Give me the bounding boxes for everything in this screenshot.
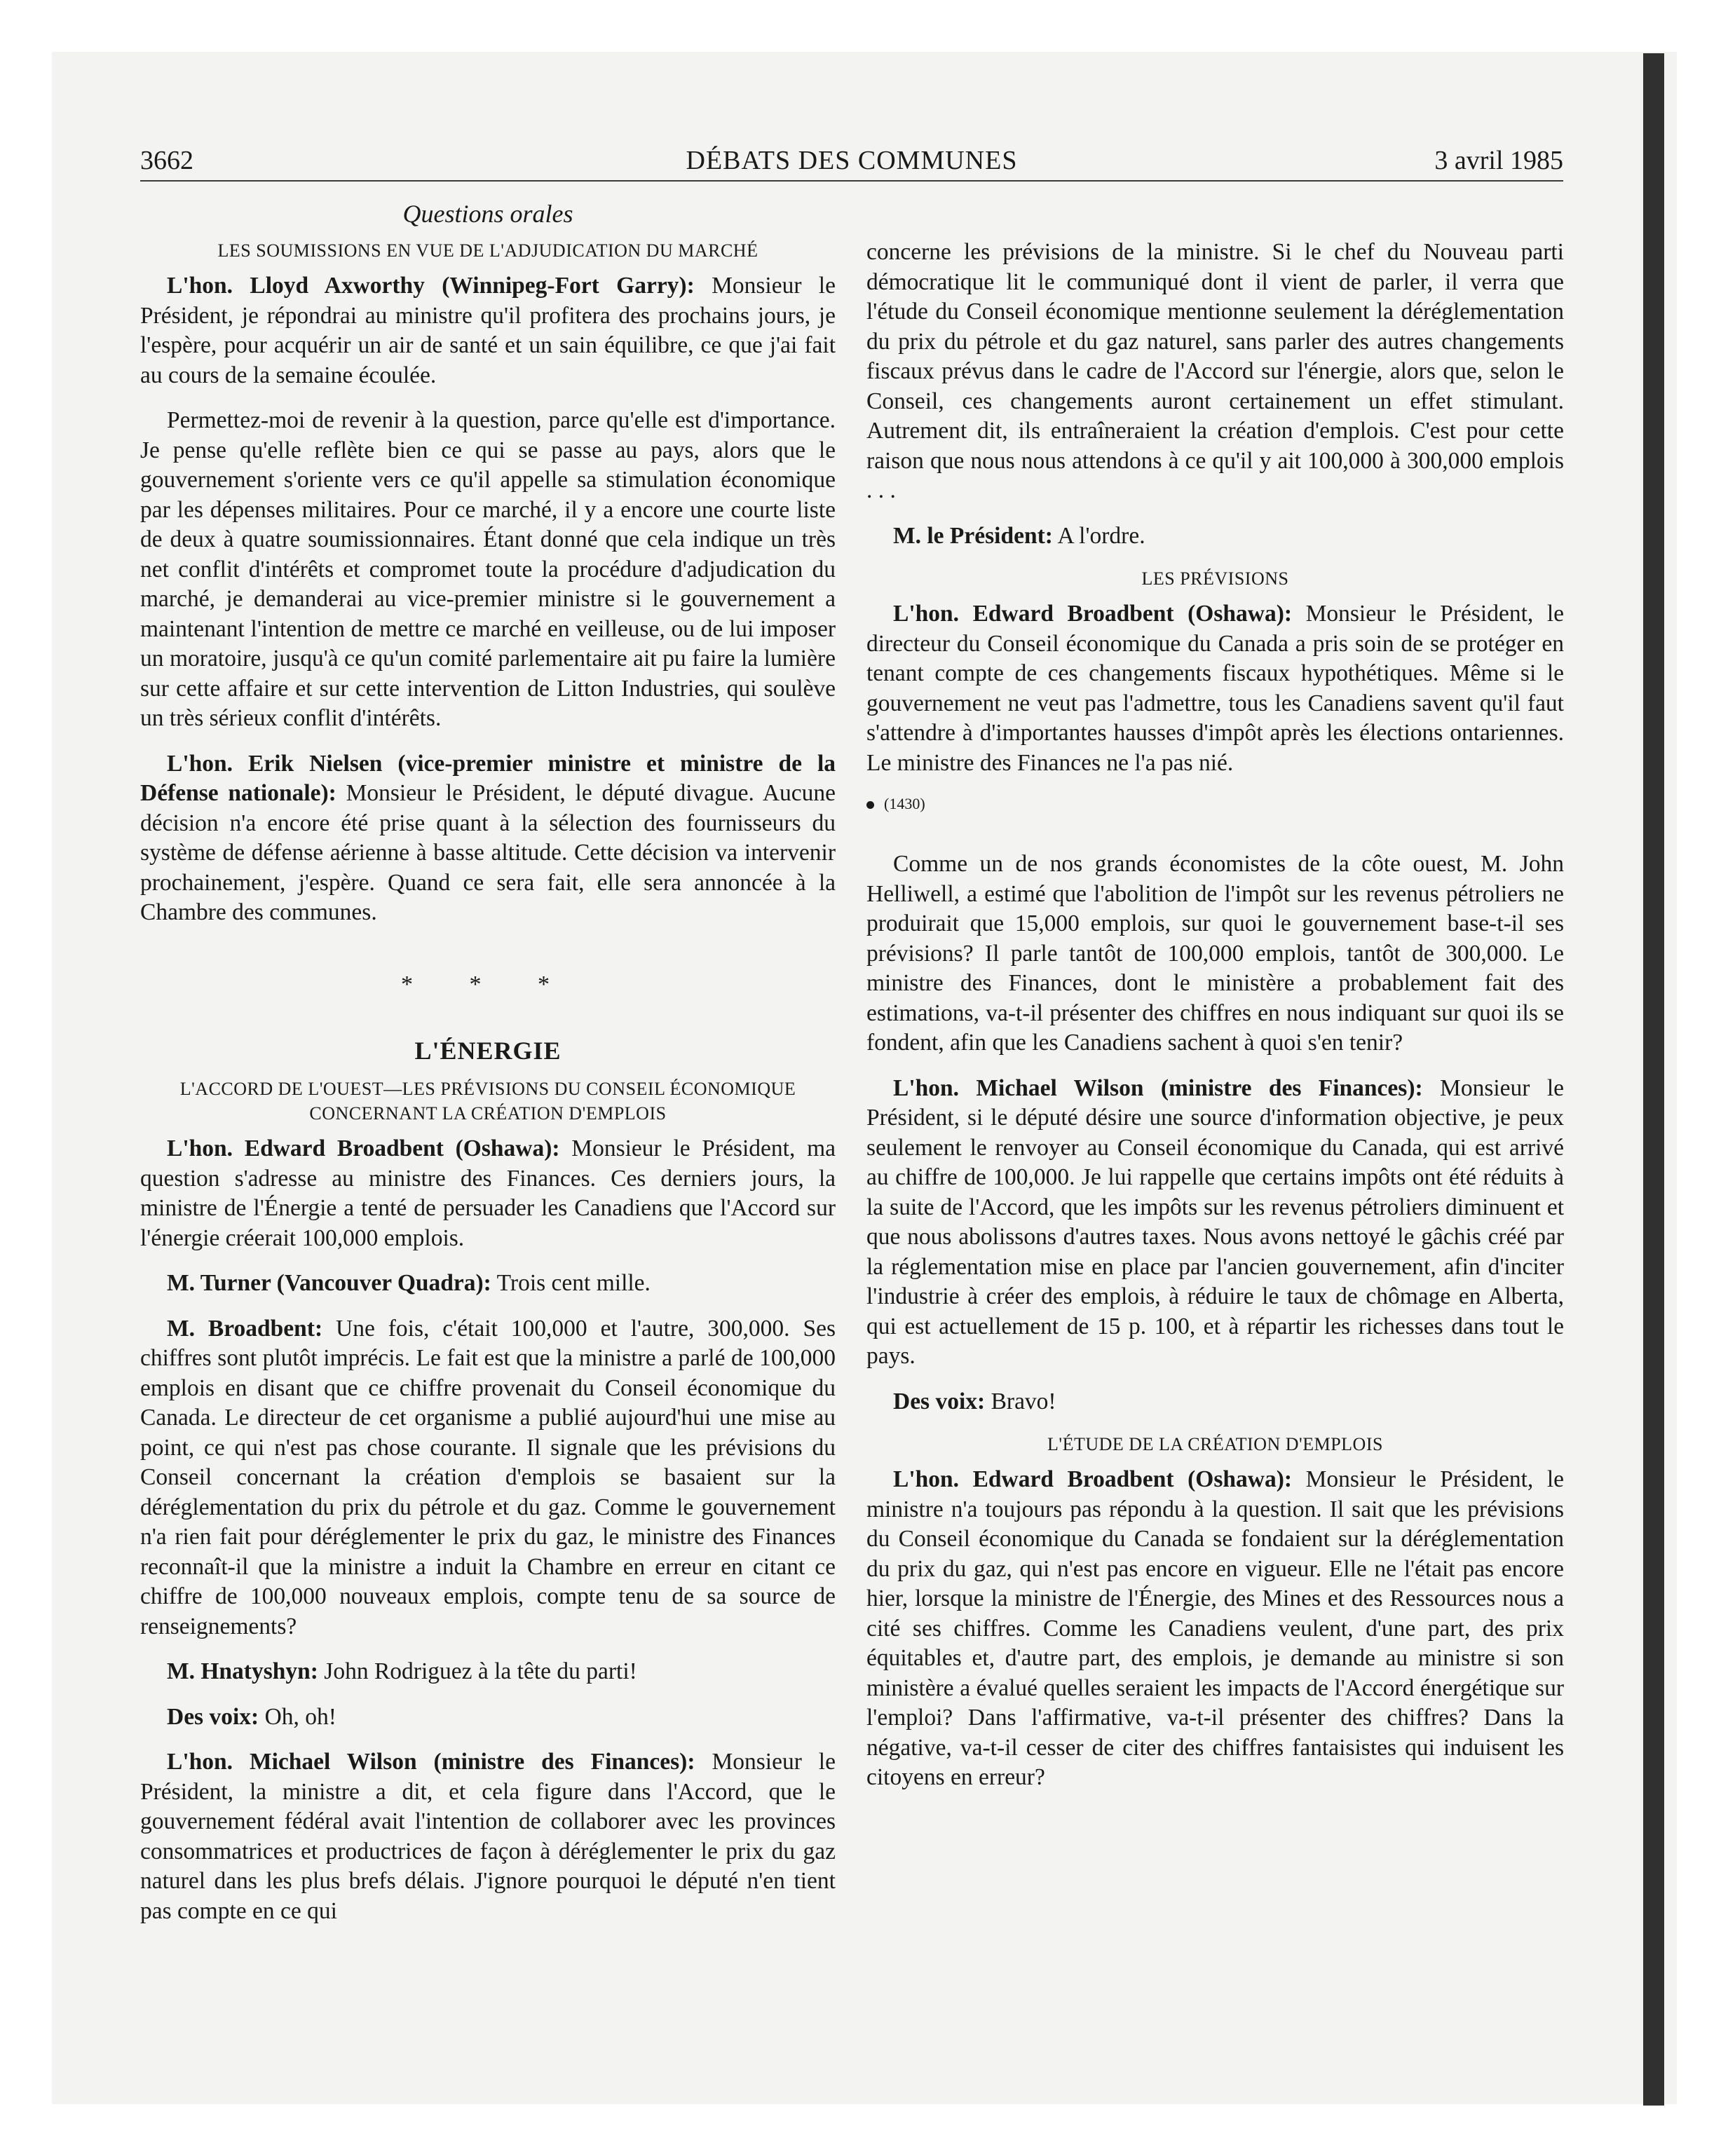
- speaker-name: M. Turner (Vancouver Quadra):: [167, 1270, 491, 1296]
- speech-paragraph: [866, 1074, 1564, 1372]
- speech-paragraph: [866, 1465, 1564, 1793]
- speaker-name: L'hon. Edward Broadbent (Oshawa):: [893, 1466, 1293, 1492]
- speaker-name: L'hon. Erik Nielsen (vice-premier ministre et ministre de la Défense nationale):: [140, 750, 836, 806]
- subheading: LES SOUMISSIONS EN VUE DE L'ADJUDICATION DU MARCHÉ: [217, 240, 758, 261]
- speech-paragraph: [140, 1703, 836, 1733]
- subheading: L'ÉTUDE DE LA CRÉATION D'EMPLOIS: [1047, 1434, 1383, 1454]
- speaker-name: L'hon. Edward Broadbent (Oshawa):: [167, 1135, 560, 1161]
- speech-text: Monsieur le Président, le directeur du Conseil économique du Canada a pris soin de se protéger en tenant compte de ces changements fiscaux hypothétiques. Même si le gouvernement ne veut pas l'admettre, tous les Canadiens savent qu'il faut s'attendre à d'importantes hausses d'impôt après les élections ontariennes. Le ministre des Finances ne l'a pas nié.: [866, 601, 1565, 776]
- speaker-name: L'hon. Michael Wilson (ministre des Finances):: [167, 1749, 695, 1775]
- speech-text: Monsieur le Président, je répondrai au ministre qu'il profitera des prochains jours, je l'espère, pour acquérir un air de santé et un sain équilibre, ce que j'ai fait au cours de la semaine écoulée.: [140, 273, 836, 388]
- speech-text: Monsieur le Président, si le député désire une source d'information objective, je peux seulement le renvoyer au Conseil économique du Canada, qui est arrivé au chiffre de 100,000. Je lui rappelle que certains impôts ont été réduits à la suite de l'Accord, que les impôts sur les revenus pétroliers diminuent et que nous abolissons d'autres taxes. Nous avons nettoyé le gâchis créé par la réglementation mise en place par l'ancien gouvernement, afin d'inciter l'industrie à créer des emplois, à réduire le taux de chômage en Alberta, qui est actuellement de 15 p. 100, et à répartir les richesses dans tout le pays.: [866, 1074, 1564, 1369]
- bullet-icon: [866, 801, 874, 809]
- speech-paragraph: [140, 1314, 836, 1642]
- speech-paragraph: [866, 599, 1564, 778]
- page-number: 3662: [140, 146, 193, 175]
- speech-text: Une fois, c'était 100,000 et l'autre, 300,000. Ses chiffres sont plutôt imprécis. Le fait est que la ministre a parlé de 100,000 emplois en disant que ce chiffre provenait du Conseil économique du Canada. Le directeur de cet organisme a publié aujourd'hui une mise au point, ce qui n'est pas chose courante. Il signale que les prévisions du Conseil concernant la création d'emplois se basaient sur la déréglementation du prix du pétrole et du gaz. Comme le gouvernement n'a rien fait pour déréglementer le prix du gaz, le ministre des Finances reconnaît-il que la ministre a induit la Chambre en erreur en citant ce chiffre de 100,000 nouveaux emplois, compte tenu de sa source de renseignements?: [140, 1315, 836, 1639]
- speech-text: Bravo!: [991, 1388, 1056, 1414]
- time-marker: [866, 793, 1564, 814]
- speech-text: Oh, oh!: [264, 1703, 336, 1730]
- speech-paragraph: [140, 749, 836, 928]
- speech-paragraph: [140, 1134, 836, 1253]
- subheading: LES PRÉVISIONS: [1141, 568, 1289, 589]
- section-title: Questions orales: [402, 200, 573, 228]
- speech-text: Monsieur le Président, le député divague. Aucune décision n'a encore été prise quant à la sélection des fournisseurs du système de défense aérienne à basse altitude. Cette décision va intervenir prochainement, j'espère. Quand ce sera fait, elle sera annoncée à la Chambre des communes.: [140, 780, 836, 925]
- speech-text: A l'ordre.: [1057, 522, 1145, 549]
- binding-edge: [1643, 53, 1664, 2106]
- right-column: [866, 238, 1564, 1808]
- speaker-name: Des voix:: [893, 1388, 986, 1414]
- speaker-name: M. Broadbent:: [167, 1315, 323, 1342]
- left-column: [140, 198, 836, 1942]
- speech-text: Monsieur le Président, la ministre a dit, et cela figure dans l'Accord, que le gouvernement fédéral avait l'intention de collaborer avec les provinces consommatrices et productrices de façon à déréglementer le prix du gaz naturel dans les plus brefs délais. J'ignore pourquoi le député n'en tient pas compte en ce qui: [140, 1749, 836, 1924]
- speaker-name: L'hon. Lloyd Axworthy (Winnipeg-Fort Garry):: [167, 273, 695, 299]
- subheading: L'ACCORD DE L'OUEST—LES PRÉVISIONS DU CONSEIL ÉCONOMIQUE CONCERNANT LA CRÉATION D'EMPLOIS: [179, 1079, 796, 1124]
- speaker-name: M. Hnatyshyn:: [167, 1658, 318, 1684]
- time-marker-label: (1430): [884, 795, 925, 812]
- publication-date: 3 avril 1985: [1434, 146, 1563, 175]
- speaker-name: Des voix:: [167, 1703, 259, 1730]
- speech-text: Monsieur le Président, le ministre n'a toujours pas répondu à la question. Il sait que les prévisions du Conseil économique du Canada se fondaient sur la déréglementation du prix du gaz, qui n'est pas encore en vigueur. Elle ne l'était pas encore hier, lorsque la ministre de l'Énergie, des Mines et des Ressources nous a cité ses chiffres. Comme les Canadiens veulent, d'une part, des prix équitables et, d'autre part, des emplois, je demande au ministre si son ministère a évalué quelles seraient les impacts de l'Accord énergétique sur l'emploi? Dans l'affirmative, va-t-il présenter des chiffres? Dans la négative, va-t-il cesser de citer des chiffres fantaisistes qui induisent les citoyens en erreur?: [866, 1466, 1565, 1790]
- speech-paragraph: [866, 1387, 1564, 1417]
- running-header: [140, 144, 1563, 182]
- speech-paragraph: Permettez-moi de revenir à la question, parce qu'elle est d'importance. Je pense qu'elle reflète bien ce qui se passe au pays, alors que le gouvernement s'oriente vers ce qu'il appelle sa stimulation économique par les dépenses militaires. Pour ce marché, il y a encore une courte liste de deux à quatre soumissionnaires. Étant donné que cela indique un très net conflit d'intérêts et compromet toute la procédure d'adjudication du marché, je demanderai au vice-premier ministre si le gouvernement a maintenant l'intention de mettre ce marché en veilleuse, ou de lui imposer un moratoire, jusqu'à ce qu'un comité parlementaire ait pu faire la lumière sur cette affaire et sur cette intervention de Litton Industries, qui soulève un très sérieux conflit d'intérêts.: [140, 407, 836, 731]
- speech-paragraph: concerne les prévisions de la ministre. Si le chef du Nouveau parti démocratique lit le communiqué dont il vient de parler, il verra que l'étude du Conseil économique mentionne seulement la déréglementation du prix du pétrole et du gaz naturel, sans parler des autres changements fiscaux prévus dans le cadre de l'Accord sur l'énergie, alors que, selon le Conseil, ces changements auront certainement un effet stimulant. Autrement dit, ils entraîneraient la création d'emplois. C'est pour cette raison que nous nous attendons à ce qu'il y ait 100,000 à 300,000 emplois . . .: [866, 239, 1564, 503]
- section-separator: * * *: [401, 971, 575, 997]
- speaker-name: L'hon. Michael Wilson (ministre des Finances):: [893, 1074, 1423, 1101]
- speech-paragraph: [140, 271, 836, 390]
- speech-paragraph: [140, 1747, 836, 1926]
- speech-text: John Rodriguez à la tête du parti!: [324, 1658, 637, 1684]
- speech-paragraph: Comme un de nos grands économistes de la côte ouest, M. John Helliwell, a estimé que l'abolition de l'impôt sur les revenus pétroliers ne produirait que 15,000 emplois, sur quoi le gouvernement base-t-il ses prévisions? Il parle tantôt de 100,000 emplois, tantôt de 300,000. Le ministre des Finances, dont le ministère a probablement fait des estimations, va-t-il présenter des chiffres en nous indiquant sur quoi ils se fondent, afin que les Canadiens sachent à quoi s'en tenir?: [866, 851, 1564, 1056]
- speech-text: Trois cent mille.: [496, 1270, 651, 1296]
- speaker-name: L'hon. Edward Broadbent (Oshawa):: [893, 601, 1293, 627]
- speech-text: Monsieur le Président, ma question s'adresse au ministre des Finances. Ces derniers jours, la ministre de l'Énergie a tenté de persuader les Canadiens que l'Accord sur l'énergie créerait 100,000 emplois.: [140, 1135, 836, 1251]
- speech-paragraph: [866, 521, 1564, 552]
- speech-paragraph: [140, 1269, 836, 1299]
- speaker-name: M. le Président:: [893, 522, 1053, 549]
- publication-title: DÉBATS DES COMMUNES: [686, 146, 1018, 175]
- major-heading: L'ÉNERGIE: [414, 1037, 562, 1065]
- speech-paragraph: [140, 1657, 836, 1687]
